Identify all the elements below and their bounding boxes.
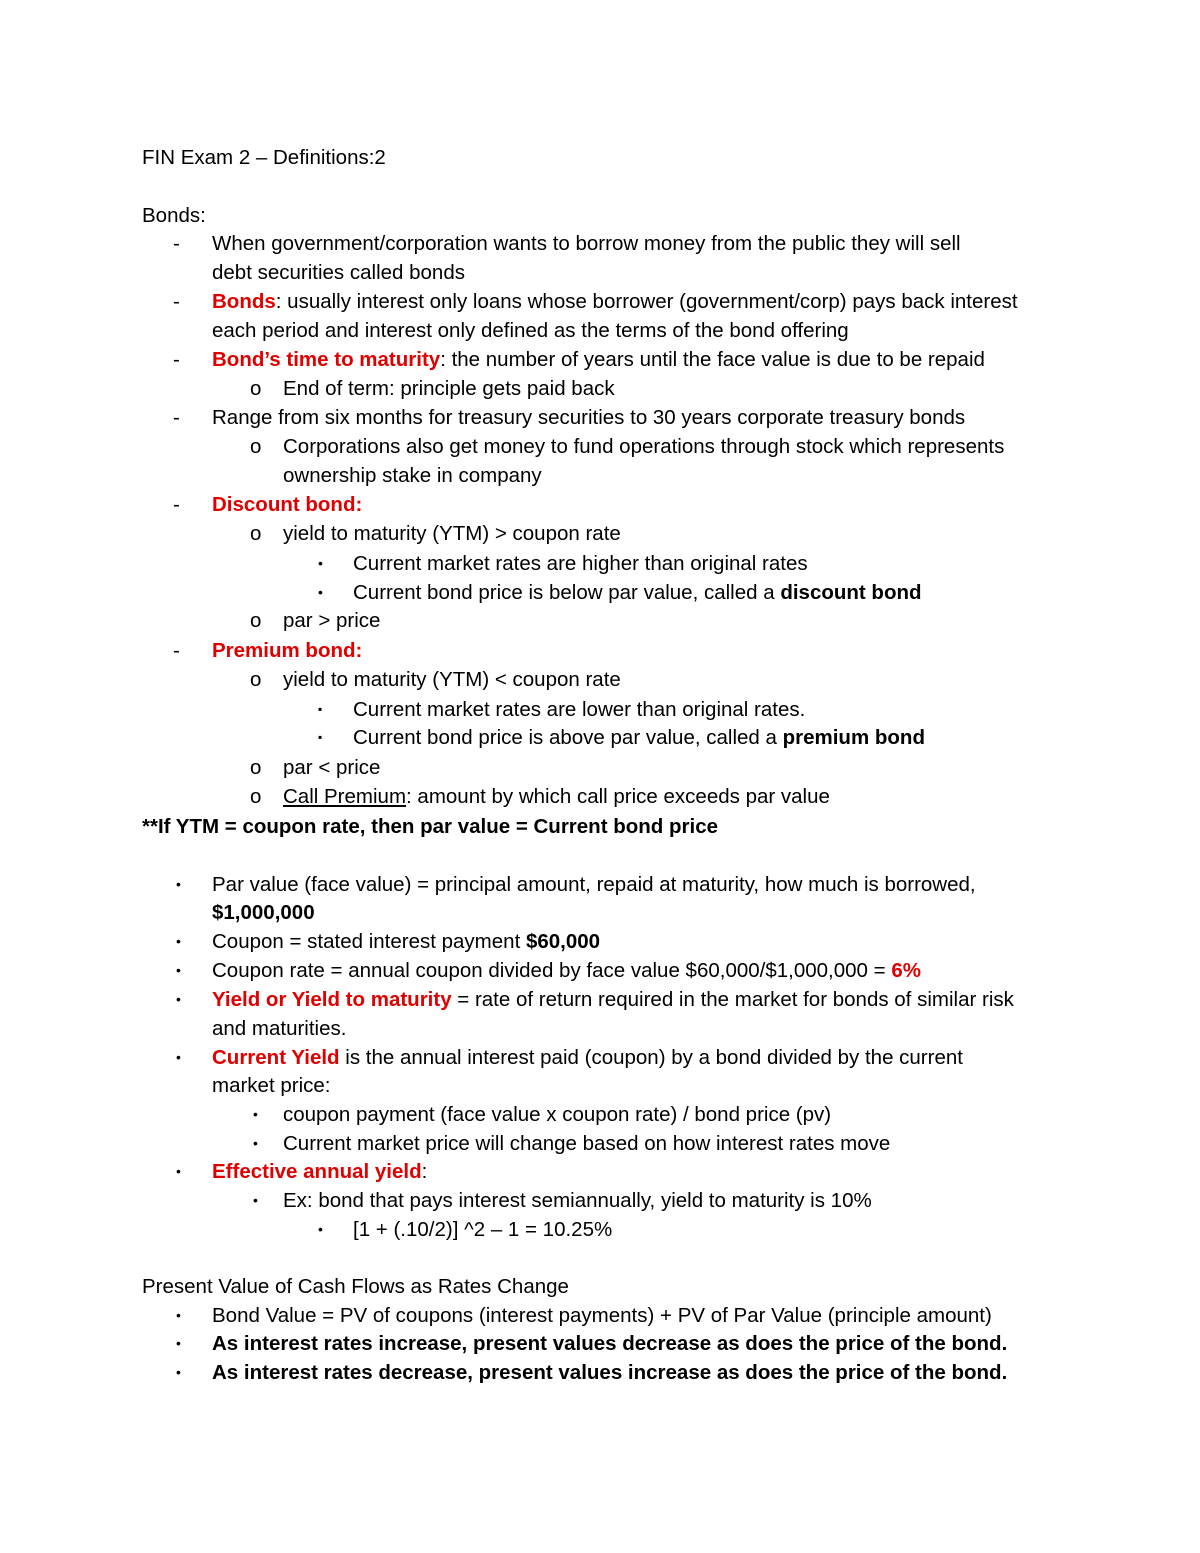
circle-bullet: o <box>250 756 262 779</box>
term-yield-to-maturity: Yield or Yield to maturity <box>212 988 452 1011</box>
bonds-definition-line-1: Bonds: usually interest only loans whose borrower (government/corp) pays back interest <box>212 290 1018 313</box>
bonds-intro-line-2: debt securities called bonds <box>212 261 465 284</box>
eay-example-line: Ex: bond that pays interest semiannually, yield to maturity is 10% <box>283 1189 872 1212</box>
square-bullet: ▪ <box>318 702 323 716</box>
discount-ytm-line: yield to maturity (YTM) > coupon rate <box>283 522 621 545</box>
bonds-heading: Bonds: <box>142 204 206 227</box>
dot-bullet: • <box>176 991 181 1007</box>
dot-bullet: • <box>176 962 181 978</box>
call-premium-line: Call Premium: amount by which call price exceeds par value <box>283 785 830 808</box>
page-title: FIN Exam 2 – Definitions:2 <box>142 146 386 169</box>
bonds-intro-line-1: When government/corporation wants to borrow money from the public they will sell <box>212 232 961 255</box>
premium-par-line: par < price <box>283 756 381 779</box>
market-price-line: Current market price will change based on how interest rates move <box>283 1132 891 1155</box>
dot-bullet: • <box>318 1221 323 1237</box>
eay-formula-line: [1 + (.10/2)] ^2 – 1 = 10.25% <box>353 1218 613 1241</box>
current-yield-line-1: Current Yield is the annual interest paid (coupon) by a bond divided by the current <box>212 1046 963 1069</box>
premium-rates-line: Current market rates are lower than original rates. <box>353 698 806 721</box>
term-bonds: Bonds <box>212 290 276 313</box>
rates-decrease-line: As interest rates decrease, present values increase as does the price of the bond. <box>212 1361 1008 1384</box>
dash-bullet: - <box>173 493 180 516</box>
dot-bullet: • <box>318 584 323 600</box>
end-of-term-line: End of term: principle gets paid back <box>283 377 615 400</box>
premium-ytm-line: yield to maturity (YTM) < coupon rate <box>283 668 621 691</box>
dash-bullet: - <box>173 290 180 313</box>
circle-bullet: o <box>250 609 262 632</box>
dot-bullet: • <box>176 1163 181 1179</box>
yield-line-1: Yield or Yield to maturity = rate of return required in the market for bonds of similar risk <box>212 988 1014 1011</box>
dash-bullet: - <box>173 406 180 429</box>
circle-bullet: o <box>250 668 262 691</box>
dot-bullet: • <box>176 1307 181 1323</box>
dot-bullet: • <box>253 1106 258 1122</box>
circle-bullet: o <box>250 435 262 458</box>
circle-bullet: o <box>250 377 262 400</box>
dash-bullet: - <box>173 639 180 662</box>
discount-price-line: Current bond price is below par value, called a discount bond <box>353 581 922 604</box>
discount-par-line: par > price <box>283 609 381 632</box>
rates-increase-line: As interest rates increase, present values decrease as does the price of the bond. <box>212 1332 1008 1355</box>
coupon-rate-line: Coupon rate = annual coupon divided by face value $60,000/$1,000,000 = 6% <box>212 959 921 982</box>
ytm-note: **If YTM = coupon rate, then par value = Current bond price <box>142 815 719 838</box>
dash-bullet: - <box>173 348 180 371</box>
term-time-to-maturity: Bond’s time to maturity <box>212 348 441 371</box>
yield-line-2: and maturities. <box>212 1017 347 1040</box>
current-yield-line-2: market price: <box>212 1074 331 1097</box>
time-to-maturity-line: Bond’s time to maturity: the number of years until the face value is due to be repaid <box>212 348 985 371</box>
effective-annual-yield-line: Effective annual yield: <box>212 1160 428 1183</box>
corporations-line-2: ownership stake in company <box>283 464 542 487</box>
discount-rates-line: Current market rates are higher than original rates <box>353 552 808 575</box>
term-current-yield: Current Yield <box>212 1046 340 1069</box>
bonds-definition-line-2: each period and interest only defined as the terms of the bond offering <box>212 319 849 342</box>
premium-price-line: Current bond price is above par value, called a premium bond <box>353 726 925 749</box>
square-bullet: ▪ <box>318 730 323 744</box>
dot-bullet: • <box>176 876 181 892</box>
dot-bullet: • <box>253 1192 258 1208</box>
term-discount-bond: Discount bond: <box>212 493 363 516</box>
bond-value-line: Bond Value = PV of coupons (interest payments) + PV of Par Value (principle amount) <box>212 1304 992 1327</box>
dot-bullet: • <box>176 1364 181 1380</box>
dot-bullet: • <box>318 555 323 571</box>
dash-bullet: - <box>173 232 180 255</box>
range-line: Range from six months for treasury securities to 30 years corporate treasury bonds <box>212 406 966 429</box>
current-yield-formula: coupon payment (face value x coupon rate) / bond price (pv) <box>283 1103 832 1126</box>
corporations-line-1: Corporations also get money to fund operations through stock which represents <box>283 435 1005 458</box>
circle-bullet: o <box>250 522 262 545</box>
dot-bullet: • <box>176 933 181 949</box>
term-call-premium: Call Premium <box>283 785 407 808</box>
dot-bullet: • <box>176 1049 181 1065</box>
par-value-amount: $1,000,000 <box>212 901 315 924</box>
dot-bullet: • <box>253 1135 258 1151</box>
pv-heading: Present Value of Cash Flows as Rates Change <box>142 1275 569 1298</box>
circle-bullet: o <box>250 785 262 808</box>
term-effective-annual-yield: Effective annual yield <box>212 1160 422 1183</box>
par-value-line-1: Par value (face value) = principal amount, repaid at maturity, how much is borrowed, <box>212 873 976 896</box>
term-premium-bond: Premium bond: <box>212 639 363 662</box>
dot-bullet: • <box>176 1335 181 1351</box>
coupon-line: Coupon = stated interest payment $60,000 <box>212 930 601 953</box>
